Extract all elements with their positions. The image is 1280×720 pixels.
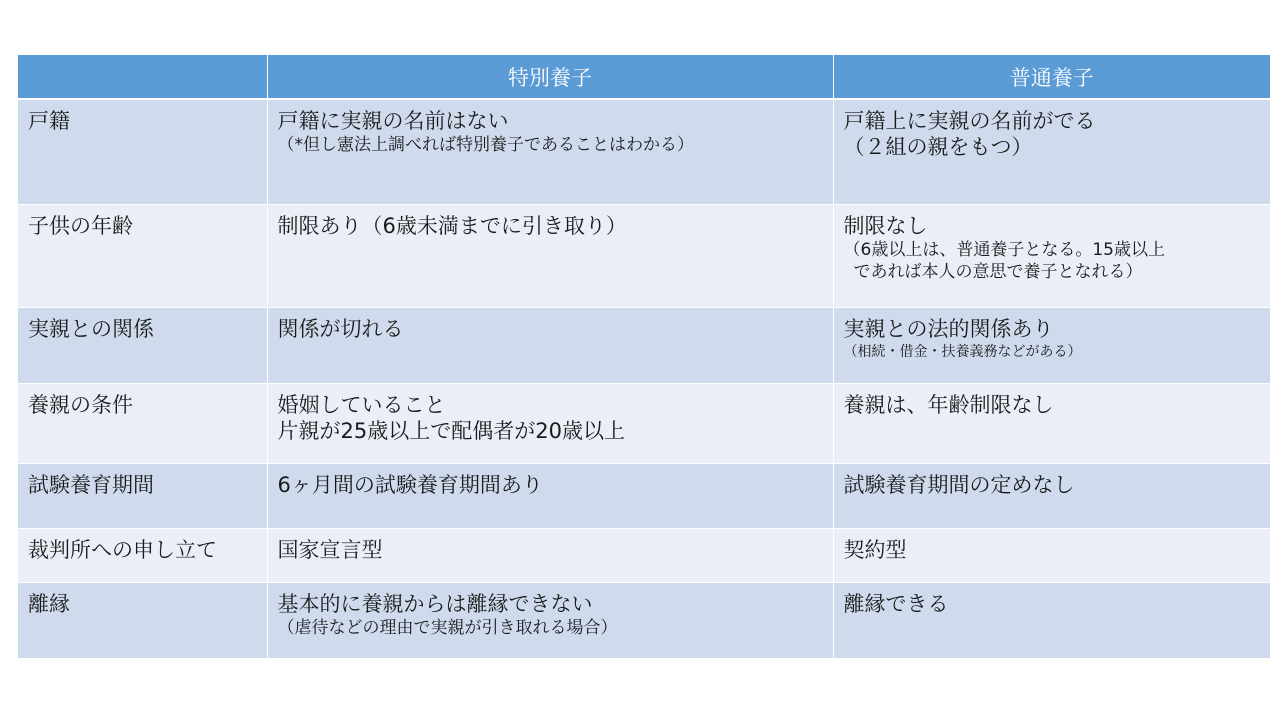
cell-note: （6歳以上は、普通養子となる。15歳以上: [843, 239, 1165, 260]
cell-text: 試験養育期間の定めなし: [843, 472, 1075, 497]
cell-text: 離縁できる: [843, 591, 949, 616]
table-header-row: [18, 55, 1270, 99]
header-blank: [18, 55, 267, 99]
cell-normal: [833, 528, 1270, 582]
cell-text: 国家宣言型: [277, 537, 383, 562]
cell-text: 制限なし: [843, 213, 928, 238]
header-special-adoption: 特別養子: [267, 55, 833, 99]
header-normal-adoption: 普通養子: [833, 55, 1270, 99]
cell-text: 婚姻していること: [277, 392, 446, 417]
row-label-court-petition: 裁判所への申し立て: [18, 528, 267, 582]
cell-special: [267, 99, 833, 204]
cell-special: [267, 528, 833, 582]
cell-text: 戸籍上に実親の名前がでる: [843, 109, 1096, 133]
cell-note: （*但し憲法上調べれば特別養子であることはわかる）: [277, 135, 694, 155]
cell-note: であれば本人の意思で養子となれる）: [853, 261, 1143, 282]
cell-note: （２組の親をもつ）: [843, 135, 1033, 159]
row-label-adoptive-parent-conditions: 養親の条件: [18, 383, 267, 463]
cell-text: 戸籍に実親の名前はない: [277, 109, 509, 133]
row-label-family-register: 戸籍: [18, 99, 267, 204]
cell-note: （相続・借金・扶養義務などがある）: [843, 343, 1082, 360]
table-row: [18, 204, 1270, 307]
cell-text: 実親との法的関係あり: [843, 316, 1054, 341]
row-label-child-age: 子供の年齢: [18, 204, 267, 307]
cell-normal: [833, 582, 1270, 658]
cell-text: 片親が25歳以上で配偶者が20歳以上: [277, 418, 625, 443]
table-row: [18, 582, 1270, 658]
cell-normal: [833, 99, 1270, 204]
cell-special: [267, 307, 833, 383]
table-row: [18, 463, 1270, 528]
cell-special: [267, 463, 833, 528]
row-label-birth-parent-relation: 実親との関係: [18, 307, 267, 383]
cell-text: 制限あり（6歳未満までに引き取り）: [277, 213, 627, 238]
cell-normal: [833, 463, 1270, 528]
comparison-table: [18, 55, 1270, 659]
cell-special: [267, 582, 833, 658]
row-label-dissolution: 離縁: [18, 582, 267, 658]
cell-text: 基本的に養親からは離縁できない: [277, 591, 593, 616]
cell-normal: [833, 204, 1270, 307]
table-row: [18, 528, 1270, 582]
cell-normal: [833, 383, 1270, 463]
cell-special: [267, 204, 833, 307]
cell-normal: [833, 307, 1270, 383]
cell-text: 契約型: [843, 537, 907, 562]
cell-note: （虐待などの理由で実親が引き取れる場合）: [277, 617, 618, 638]
cell-special: [267, 383, 833, 463]
cell-text: 6ヶ月間の試験養育期間あり: [277, 472, 543, 497]
row-label-trial-period: 試験養育期間: [18, 463, 267, 528]
table-row: [18, 99, 1270, 204]
cell-text: 養親は、年齢制限なし: [843, 392, 1054, 417]
cell-text: 関係が切れる: [277, 316, 404, 341]
table-row: [18, 383, 1270, 463]
table-row: [18, 307, 1270, 383]
